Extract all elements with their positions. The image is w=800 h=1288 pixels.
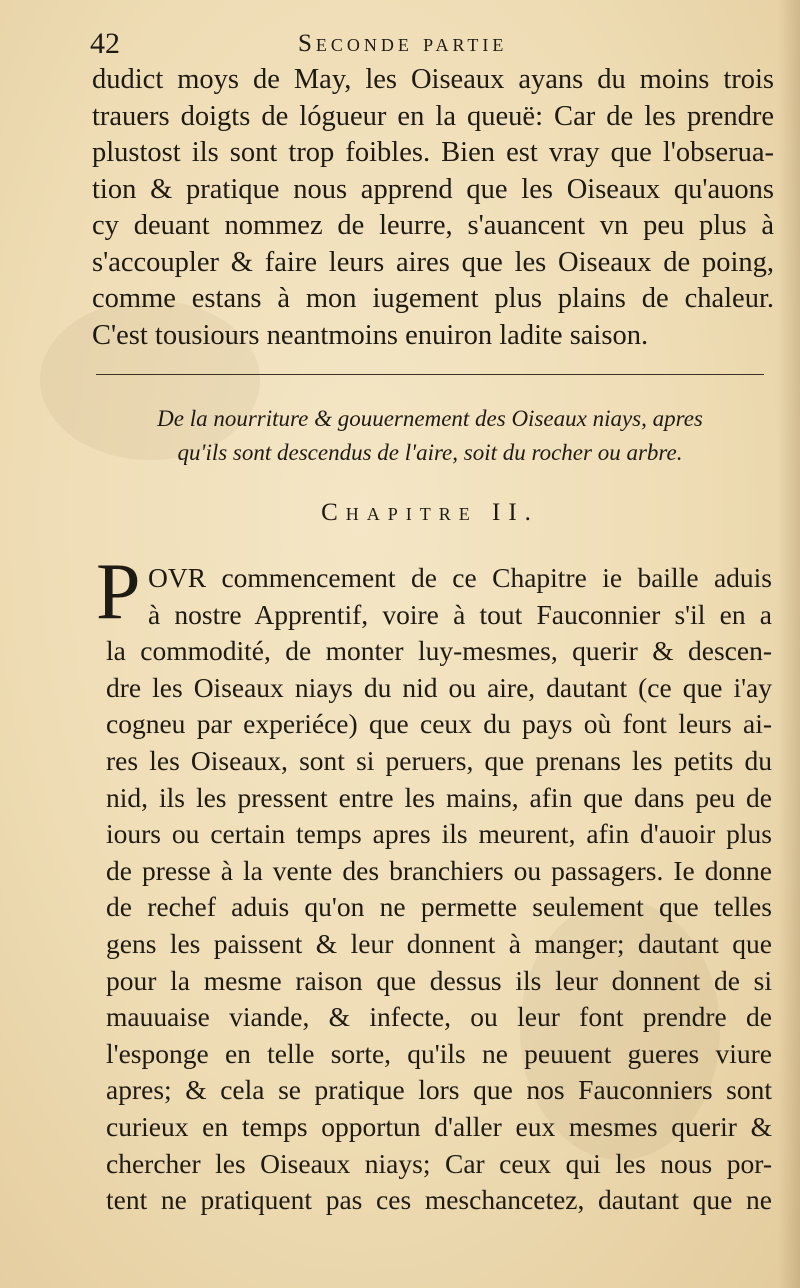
chapter-heading: Chapitre II. [321,499,539,526]
page-header [90,26,650,62]
text-line: comme estans à mon iugement plus plains de chaleur. [92,283,774,314]
text-line: s'accoupler & faire leurs aires que les Oiseaux de poing, [92,246,774,278]
text-line: trauers doigts de lógueur en la queuë: Car de les prendre [92,100,774,132]
text-line: pour la mesme raison que dessus ils leur donnent de si [106,964,772,996]
text-line: cy deuant nommez de leurre, s'auancent vn peu plus à [92,210,774,241]
text-line: tent ne pratiquent pas ces meschancetez, dautant que ne [106,1184,772,1216]
chapter-title-line: De la nourriture & gouuernement des Oiseaux niays, apres [157,406,703,431]
text-line: tion & pratique nous apprend que les Oiseaux qu'auons [92,173,774,205]
text-line: de presse à la vente des branchiers ou passagers. Ie donne [106,854,772,886]
running-head: Seconde partie [298,30,508,57]
continued-paragraph [92,62,774,354]
text-line: OVR commencement de ce Chapitre ie baille aduis [148,562,772,593]
chapter-title-line: qu'ils sont descendus de l'aire, soit du rocher ou arbre. [177,440,683,465]
text-line: cogneu par experiéce) que ceux du pays où font leurs ai- [106,708,772,740]
text-line: gens les paissent & leur donnent à manger; dautant que [106,927,772,959]
text-line: de rechef aduis qu'on ne permette seulement que telles [106,891,772,923]
text-line: res les Oiseaux, sont si peruers, que prenans les petits du [106,744,772,776]
text-line: curieux en temps opportun d'aller eux mesmes querir & [106,1110,772,1142]
text-line: l'esponge en telle sorte, qu'ils ne peuuent gueres viure [106,1037,772,1069]
text-line: apres; & cela se pratique lors que nos Fauconniers sont [106,1074,772,1106]
text-line: dudict moys de May, les Oiseaux ayans du moins trois [92,64,774,95]
page-number: 42 [90,27,120,60]
text-line: dre les Oiseaux niays du nid ou aire, dautant (ce que i'ay [106,671,772,703]
text-line: plustost ils sont trop foibles. Bien est vray que l'obserua- [92,137,774,168]
text-line: chercher les Oiseaux niays; Car ceux qui les nous por- [106,1147,772,1179]
text-line: à nostre Apprentif, voire à tout Fauconnier s'il en a [148,598,772,630]
chapter-body [106,560,772,1219]
text-line: C'est tousiours neantmoins enuiron ladite saison. [92,319,649,351]
section-divider [96,374,764,375]
chapter-title [96,402,764,470]
drop-cap: P [96,548,141,636]
text-line: la commodité, de monter luy-mesmes, querir & descen- [106,635,772,667]
text-line: nid, ils les pressent entre les mains, afin que dans peu de [106,781,772,813]
text-line: mauuaise viande, & infecte, ou leur font prendre de [106,1001,772,1033]
text-line: iours ou certain temps apres ils meurent, afin d'auoir plus [106,818,772,850]
page-gutter-shadow [778,0,800,1288]
